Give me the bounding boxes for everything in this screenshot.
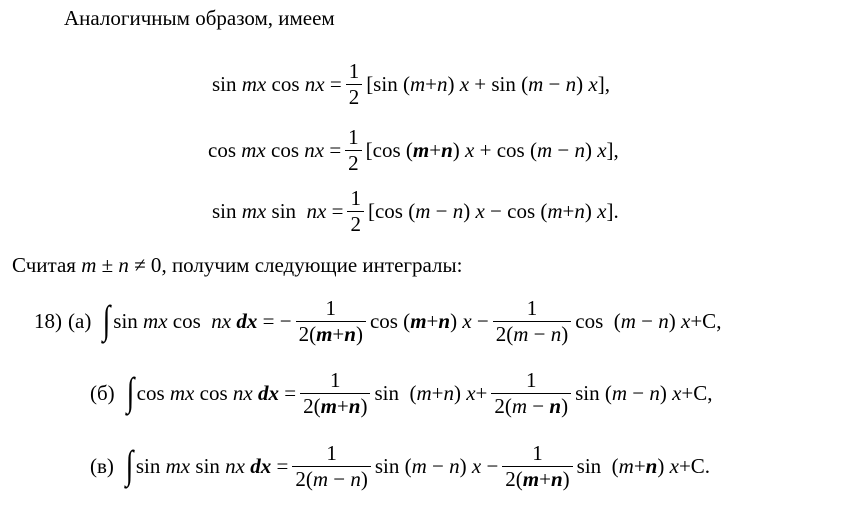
fraction: $\frac{1}{2(m - n)}$ bbox=[493, 297, 572, 344]
fraction-half: $\frac{1}{2}$ bbox=[347, 187, 364, 234]
identity-cos-cos: cos mx cos nx = $\frac{1}{2}$ [cos ( m + n ) x + cos ( m − n ) x ], bbox=[208, 125, 619, 175]
fraction: $\frac{1}{2(m - n)}$ bbox=[491, 369, 571, 416]
integral-c: (в) ∫ sin mx sin nx dx = $\frac{1}{2(m - n)}$ sin ( m − n ) x − $\frac{1}{2(m+n)}$ sin ( m + n ) x +C. bbox=[90, 441, 711, 491]
equation-number: 18) bbox=[34, 308, 62, 333]
integral-sign: ∫ bbox=[102, 297, 111, 342]
identity-sin-sin: sin mx sin nx = $\frac{1}{2}$ [cos ( m − n ) x − cos ( m + n ) x ]. bbox=[212, 186, 619, 236]
fraction: $\frac{1}{2(m+n)}$ bbox=[300, 369, 370, 416]
integral-sign: ∫ bbox=[126, 369, 134, 414]
condition-text: Считая m ± n ≠ 0 , получим следующие интегралы: bbox=[12, 252, 463, 277]
intro-text: Аналогичным образом, имеем bbox=[64, 5, 335, 30]
label-a: (а) bbox=[68, 308, 92, 333]
fraction: $\frac{1}{2(m - n)}$ bbox=[292, 442, 371, 489]
integral-sign: ∫ bbox=[125, 442, 134, 487]
fraction-half: $\frac{1}{2}$ bbox=[345, 126, 362, 173]
integral-a: 18) (а) ∫ sin mx cos nx dx = − $\frac{1}{2(m+n)}$ cos ( m + n ) x − $\frac{1}{2(m - n)}$ cos ( m − n ) x +C, bbox=[34, 296, 722, 346]
fraction: $\frac{1}{2(m+n)}$ bbox=[296, 297, 366, 344]
label-b: (б) bbox=[90, 380, 115, 405]
identity-sin-cos: sin mx cos nx = $\frac{1}{2}$ [sin ( m + n ) x + sin ( m − n ) x ], bbox=[212, 59, 610, 109]
fraction: $\frac{1}{2(m+n)}$ bbox=[502, 442, 572, 489]
label-c: (в) bbox=[90, 453, 114, 478]
fraction-half: $\frac{1}{2}$ bbox=[346, 60, 363, 107]
integral-b: (б) ∫ cos mx cos nx dx = $\frac{1}{2(m+n)}$ sin ( m + n ) x + $\frac{1}{2(m - n)}$ sin ( m − n ) x +C, bbox=[90, 368, 713, 418]
